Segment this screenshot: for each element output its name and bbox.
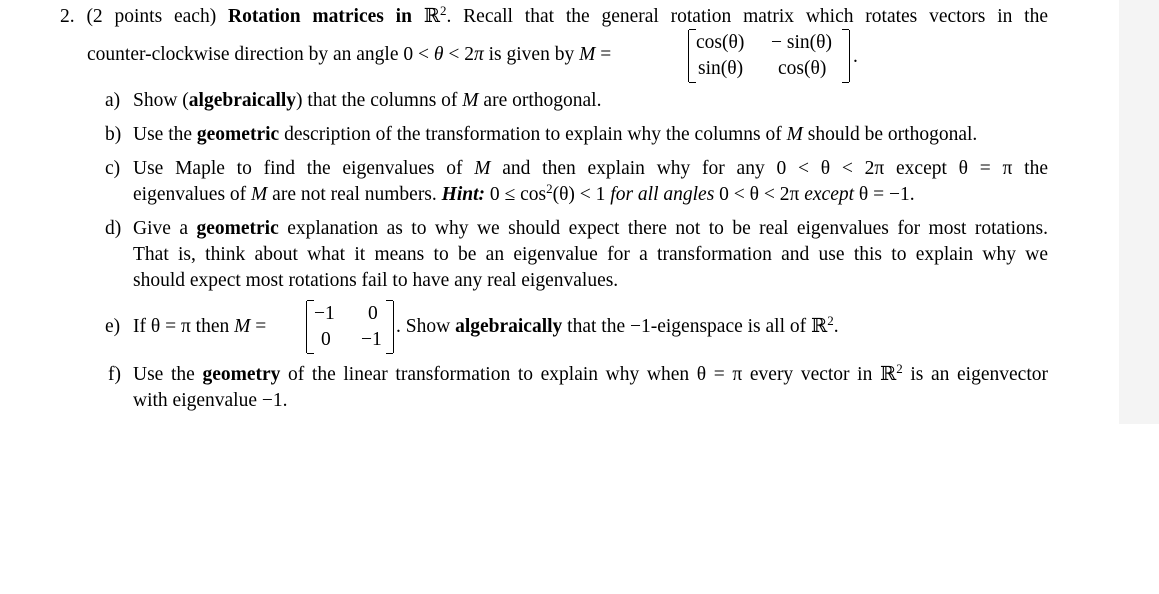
matrix-cell: 0 <box>368 303 378 324</box>
negative-identity-matrix <box>306 301 394 353</box>
matrix-cell: cos(θ) <box>778 58 827 79</box>
part-e-label: e) <box>105 316 121 337</box>
part-f-line2: with eigenvalue −1. <box>133 390 288 411</box>
rotation-matrix <box>688 30 850 82</box>
r-symbol: ℝ$^2$ <box>423 2 447 27</box>
problem-number: 2. <box>60 6 75 27</box>
part-d-line3: should expect most rotations fail to have any real eigenvalues. <box>133 270 619 291</box>
part-a-text: Show (algebraically) that the columns of M are orthogonal. <box>133 90 602 111</box>
matrix-cell: sin(θ) <box>698 58 744 79</box>
problem-intro-line1 <box>60 4 1048 30</box>
part-d-label: d) <box>105 218 122 239</box>
matrix-cell: −1 <box>314 303 335 324</box>
part-c-line1: Use Maple to find the eigenvalues of M and then explain why for any 0 < θ < 2π except θ = π the <box>133 158 1048 179</box>
matrix-period: . <box>853 46 858 67</box>
matrix-cell: cos(θ) <box>696 32 745 53</box>
matrix-cell: −1 <box>361 329 382 350</box>
part-e-pre: If θ = π then M = <box>133 316 267 337</box>
problem-intro-line2: counter-clockwise direction by an angle 0 < θ < 2π is given by M = <box>87 44 612 65</box>
part-e-post: . Show algebraically that the −1-eigenspace is all of ℝ$^2$. <box>396 312 839 337</box>
part-f-line1: Use the geometry of the linear transformation to explain why when θ = π every vector in ℝ$^2$ is an eigenvector <box>133 360 1048 385</box>
part-c-line2: eigenvalues of M are not real numbers. Hint: $0 \le \cos^2(\theta) < 1$ for all angles 0 < θ < 2π except θ = −1. <box>133 180 915 205</box>
part-f-label: f) <box>108 364 121 385</box>
part-b-text: Use the geometric description of the transformation to explain why the columns of M should be orthogonal. <box>133 124 978 145</box>
part-b-label: b) <box>105 124 122 145</box>
part-d-line1: Give a geometric explanation as to why we should expect there not to be real eigenvalues for most rotations. <box>133 218 1049 239</box>
part-c-label: c) <box>105 158 121 179</box>
problem-points: (2 points each) <box>86 6 217 27</box>
part-a-label: a) <box>105 90 121 111</box>
intro-rest: . Recall that the general rotation matrix which rotates vectors in the <box>446 6 1048 27</box>
matrix-cell: 0 <box>321 329 331 350</box>
problem-title: Rotation matrices in <box>228 6 412 27</box>
part-d-line2: That is, think about what it means to be an eigenvalue for a transformation and use this to explain why we <box>133 244 1048 265</box>
scrollbar-track[interactable] <box>1119 0 1159 424</box>
matrix-cell: − sin(θ) <box>771 32 832 53</box>
